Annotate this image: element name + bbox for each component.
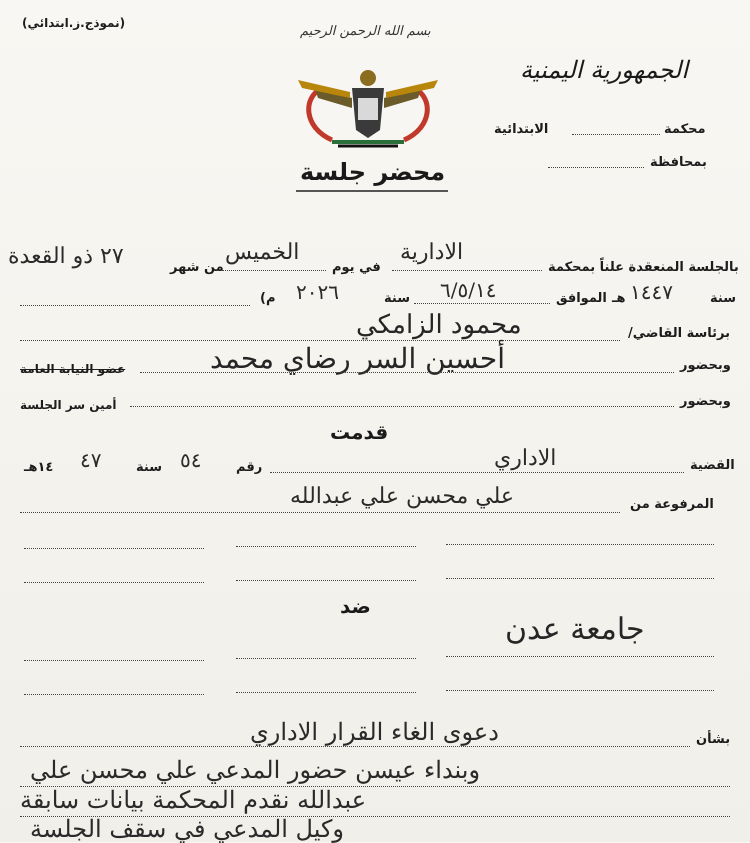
filler-dots-1b (236, 546, 416, 547)
greg-year-label: سنة (384, 291, 410, 306)
case-number-value: ٥٤ (180, 448, 202, 472)
filler-dots-4a (446, 690, 714, 691)
attendance2-dots (130, 406, 674, 407)
case-year-value: ٤٧ (80, 448, 102, 472)
filler-dots-2c (24, 582, 204, 583)
document-title: محضر جلسة (300, 158, 446, 186)
session-court-value: الادارية (400, 240, 464, 265)
note-line-1: وبنداء عيسن حضور المدعي علي محسن علي (30, 756, 481, 784)
presented-heading: قدمت (330, 420, 389, 444)
month-label: من شهر (170, 260, 224, 275)
filler-dots-3b (236, 658, 416, 659)
day-label: في يوم (332, 260, 381, 275)
republic-title: الجمهورية اليمنية (520, 56, 689, 84)
governorate-dots (548, 167, 644, 168)
public-prosecution-label (20, 362, 125, 376)
filler-dots-1c (24, 548, 204, 549)
case-year-suffix: ١٤هـ (24, 460, 54, 475)
note-line-2: عبدالله نقدم المحكمة بيانات سابقة (20, 786, 367, 814)
attendance2-label: وبحضور (680, 394, 731, 409)
filler-dots-3c (24, 660, 204, 661)
governorate-label: بمحافظة (650, 155, 707, 170)
month-value: ٢٧ ذو القعدة (8, 244, 124, 269)
judge-value: محمود الزامكي (356, 310, 522, 340)
filler-dots-4b (236, 692, 416, 693)
greg-year-value: ٢٠٢٦ (296, 280, 339, 304)
session-court-dots (392, 270, 542, 271)
yemen-emblem-icon (292, 58, 444, 150)
case-year-label: سنة (136, 460, 162, 475)
greg-date-value: ٦/٥/١٤ (440, 278, 497, 302)
primary-label: الابتدائية (494, 122, 549, 137)
secretary-label: أمين سر الجلسة (20, 398, 117, 412)
filed-by-label: المرفوعة من (630, 497, 714, 512)
attendance-value: أحسين السر رضاي محمد (210, 342, 505, 375)
court-dots (572, 134, 660, 135)
judge-label: برئاسة القاضي/ (628, 326, 730, 341)
day-dots (222, 270, 326, 271)
attendance-label: وبحضور (680, 358, 731, 373)
filler-dots-2a (446, 578, 714, 579)
defendant-value: جامعة عدن (505, 612, 645, 647)
year-line-dots (20, 305, 250, 306)
attendance-dots (140, 372, 674, 373)
court-label: محكمة (664, 122, 706, 137)
subject-value: دعوى الغاء القرار الاداري (250, 718, 499, 746)
against-heading: ضد (340, 594, 371, 618)
public-prosecution-text: عضو النيابة العامة (20, 362, 126, 376)
subject-label: بشأن (696, 732, 731, 747)
greg-date-dots (414, 303, 550, 304)
hijri-suffix: هـ (612, 291, 626, 306)
title-underline (296, 190, 448, 192)
filler-dots-3a (446, 656, 714, 657)
session-label: بالجلسة المنعقدة علناً بمحكمة (548, 260, 739, 275)
filler-dots-1a (446, 544, 714, 545)
case-number-label: رقم (236, 460, 263, 475)
hijri-year-value: ١٤٤٧ (630, 280, 673, 304)
subject-dots (20, 746, 690, 747)
judge-dots (20, 340, 620, 341)
greg-suffix: م) (260, 291, 276, 306)
filler-dots-2b (236, 580, 416, 581)
filed-by-value: علي محسن علي عبدالله (290, 484, 515, 509)
filed-by-dots (20, 512, 620, 513)
corresponding-label: الموافق (556, 291, 607, 306)
case-label: القضية (690, 458, 735, 473)
note-line-3: وكيل المدعي في سقف الجلسة (30, 815, 344, 843)
filler-dots-4c (24, 694, 204, 695)
year-label: سنة (710, 291, 736, 306)
basmala: بسم الله الرحمن الرحيم (300, 24, 431, 39)
day-value: الخميس (225, 240, 300, 265)
case-dots (270, 472, 684, 473)
form-code: (نموذج.ز.ابتدائي) (22, 16, 126, 30)
case-value: الاداري (494, 446, 557, 471)
